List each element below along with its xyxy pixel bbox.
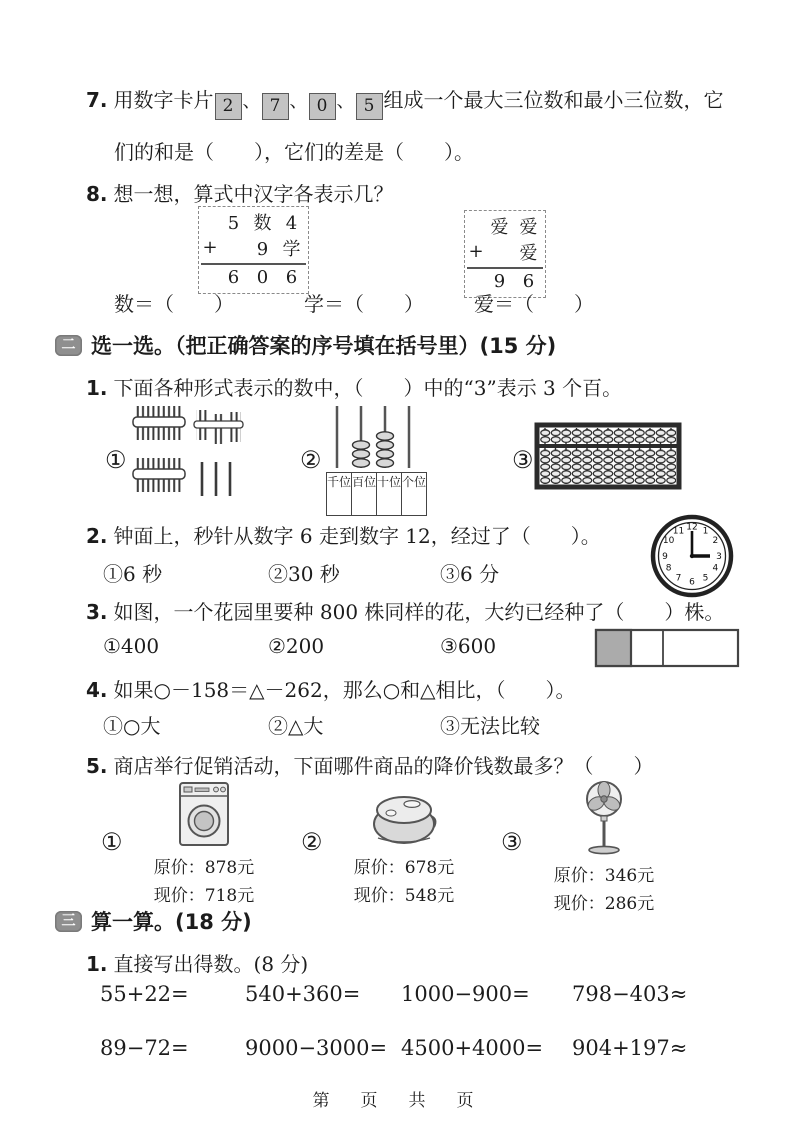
question-7-line1 — [86, 84, 724, 120]
question-3 — [86, 596, 724, 625]
sub1-number: 1. — [86, 952, 108, 976]
clock-number: 11 — [672, 526, 685, 537]
addend-row — [467, 241, 543, 267]
figure-3-label: ③ — [512, 446, 534, 474]
question-8-text: 想一想，算式中汉字各表示几？ — [113, 182, 394, 206]
question-8-number: 8. — [86, 182, 108, 206]
option-2: ②△大 — [268, 714, 324, 738]
calc-row-1 — [100, 982, 687, 1006]
digit-card: 5 — [356, 93, 383, 120]
question-2-text: 钟面上，秒针从数字 6 走到数字 12，经过了（ ）。 — [113, 524, 601, 548]
question-3-text: 如图，一个花园里要种 800 株同样的花，大约已经种了（ ）株。 — [113, 600, 725, 624]
place-value-labels — [326, 472, 427, 516]
section-3-title: 算一算。(18 分) — [91, 910, 252, 934]
product-2-label: ② — [301, 828, 323, 856]
question-4-number: 4. — [86, 678, 108, 702]
product-2-current-price: 现价：548元 — [353, 886, 455, 906]
calc-expression: 89−72= — [100, 1036, 189, 1060]
hanzi-cell: 爱 — [490, 217, 509, 238]
digit-cell: 0 — [256, 267, 269, 288]
question-5-text: 商店举行促销活动，下面哪件商品的降价钱数最多？（ ） — [113, 754, 654, 778]
clock-number: 3 — [716, 552, 722, 563]
answer-blank-xue: 学＝（ ） — [304, 292, 424, 316]
addend-row — [201, 211, 306, 237]
question-5 — [86, 750, 654, 779]
clock-number: 12 — [686, 522, 698, 533]
sub1-text: 直接写出得数。(8 分) — [113, 952, 309, 976]
option-1: ①○大 — [103, 714, 161, 738]
option-3: ③6 分 — [440, 562, 500, 586]
hanzi-cell: 学 — [282, 239, 301, 260]
rice-cooker-icon — [364, 780, 444, 850]
question-5-products — [95, 780, 755, 914]
digit-card: 0 — [309, 93, 336, 120]
digit-card: 7 — [262, 93, 289, 120]
clock-number: 4 — [712, 563, 719, 574]
digit-cell: 6 — [227, 267, 240, 288]
product-1-original-price: 原价：878元 — [153, 858, 255, 878]
hanzi-cell: 数 — [253, 213, 272, 234]
question-7-number: 7. — [86, 88, 108, 112]
question-7-line2: 们的和是（ ），它们的差是（ ）。 — [114, 140, 474, 164]
product-1-label: ① — [101, 828, 123, 856]
clock-number: 1 — [702, 526, 709, 537]
hanzi-cell: 爱 — [519, 217, 538, 238]
garden-bar-figure — [594, 628, 740, 668]
question-2-options — [103, 558, 499, 587]
plus-sign: + — [468, 241, 484, 262]
section-3-heading — [55, 906, 252, 936]
addend-row — [467, 215, 543, 241]
calc-expression: 798−403≈ — [572, 982, 688, 1006]
clock-number: 7 — [675, 573, 682, 584]
option-3: ③600 — [440, 634, 497, 658]
question-7-text-after: 组成一个最大三位数和最小三位数，它 — [383, 88, 724, 112]
calc-expression: 4500+4000= — [401, 1036, 544, 1060]
clock-number: 2 — [712, 536, 719, 546]
question-4-text: 如果○－158＝△－262，那么○和△相比，（ ）。 — [113, 678, 576, 702]
plus-sign: + — [202, 237, 218, 258]
product-electric-fan — [495, 780, 705, 918]
product-washing-machine — [95, 780, 305, 910]
question-7-text-before: 用数字卡片 — [113, 88, 214, 112]
figure-2-label: ② — [300, 446, 322, 474]
question-1-number: 1. — [86, 376, 108, 400]
option-3: ③无法比较 — [440, 714, 540, 738]
figure-1-label: ① — [105, 446, 127, 474]
addend-row — [201, 237, 306, 263]
question-3-number: 3. — [86, 600, 108, 624]
card-separator: 、 — [242, 91, 261, 112]
question-4 — [86, 674, 576, 703]
section-3-sub1 — [86, 948, 308, 977]
abacus-figure — [534, 422, 682, 492]
product-3-original-price: 原价：346元 — [553, 866, 655, 886]
clock-number: 8 — [665, 563, 672, 574]
option-2: ②30 秒 — [268, 562, 340, 586]
place-label-shi: 十位 — [377, 472, 402, 516]
section-3-badge: 三 — [55, 911, 82, 932]
digit-cell: 9 — [493, 271, 506, 292]
addition-puzzle-box-2 — [464, 210, 546, 298]
question-1-figures — [100, 402, 750, 517]
electric-fan-icon — [571, 780, 637, 858]
calc-expression: 904+197≈ — [572, 1036, 688, 1060]
product-3-label: ③ — [501, 828, 523, 856]
digit-cell: 6 — [285, 267, 298, 288]
digit-cell: 9 — [256, 239, 269, 260]
clock-number: 5 — [702, 573, 709, 584]
answer-blank-shu: 数＝（ ） — [114, 292, 234, 316]
place-value-rods-figure — [324, 404, 427, 516]
digit-cell — [219, 237, 248, 263]
place-value-rods-svg — [324, 404, 424, 468]
question-5-number: 5. — [86, 754, 108, 778]
page-footer: 第 页 共 页 — [312, 1091, 481, 1111]
question-1 — [86, 372, 622, 401]
place-label-qian: 千位 — [326, 472, 352, 516]
digit-card: 2 — [215, 93, 242, 120]
clock-number: 6 — [689, 577, 695, 588]
question-2 — [86, 520, 601, 549]
section-2-badge: 二 — [55, 335, 82, 356]
option-1: ①6 秒 — [103, 562, 163, 586]
question-1-text: 下面各种形式表示的数中，（ ）中的“3”表示 3 个百。 — [113, 376, 623, 400]
place-label-ge: 个位 — [402, 472, 427, 516]
hanzi-cell: 爱 — [519, 243, 538, 264]
calc-expression: 1000−900= — [401, 982, 530, 1006]
product-rice-cooker — [295, 780, 505, 910]
question-4-options — [103, 710, 540, 739]
addition-puzzle-box-1 — [198, 206, 309, 294]
digit-cell: 4 — [285, 213, 298, 234]
question-8-answer-blanks — [114, 288, 594, 317]
calc-expression: 55+22= — [100, 982, 189, 1006]
calc-expression: 9000−3000= — [245, 1036, 388, 1060]
washing-machine-icon — [169, 780, 239, 850]
digit-cell — [485, 241, 514, 267]
card-separator: 、 — [289, 91, 308, 112]
product-1-current-price: 现价：718元 — [153, 886, 255, 906]
option-2: ②200 — [268, 634, 325, 658]
section-2-heading — [55, 330, 556, 360]
answer-blank-ai: 爱＝（ ） — [474, 292, 594, 316]
product-3-current-price: 现价：286元 — [553, 894, 655, 914]
clock-number: 10 — [662, 536, 675, 546]
option-1: ①400 — [103, 634, 160, 658]
digit-cell: 6 — [522, 271, 535, 292]
sum-row — [201, 263, 306, 291]
product-2-original-price: 原价：678元 — [353, 858, 455, 878]
question-3-options — [103, 634, 496, 658]
place-label-bai: 百位 — [352, 472, 377, 516]
clock-figure — [650, 514, 734, 598]
question-8-heading — [86, 178, 394, 207]
calc-row-2 — [100, 1036, 687, 1060]
clock-number: 9 — [662, 552, 668, 563]
counting-sticks-figure — [130, 402, 260, 506]
card-separator: 、 — [336, 91, 355, 112]
section-2-title: 选一选。（把正确答案的序号填在括号里）(15 分) — [91, 334, 557, 358]
question-2-number: 2. — [86, 524, 108, 548]
digit-cell: 5 — [227, 213, 240, 234]
calc-expression: 540+360= — [245, 982, 361, 1006]
